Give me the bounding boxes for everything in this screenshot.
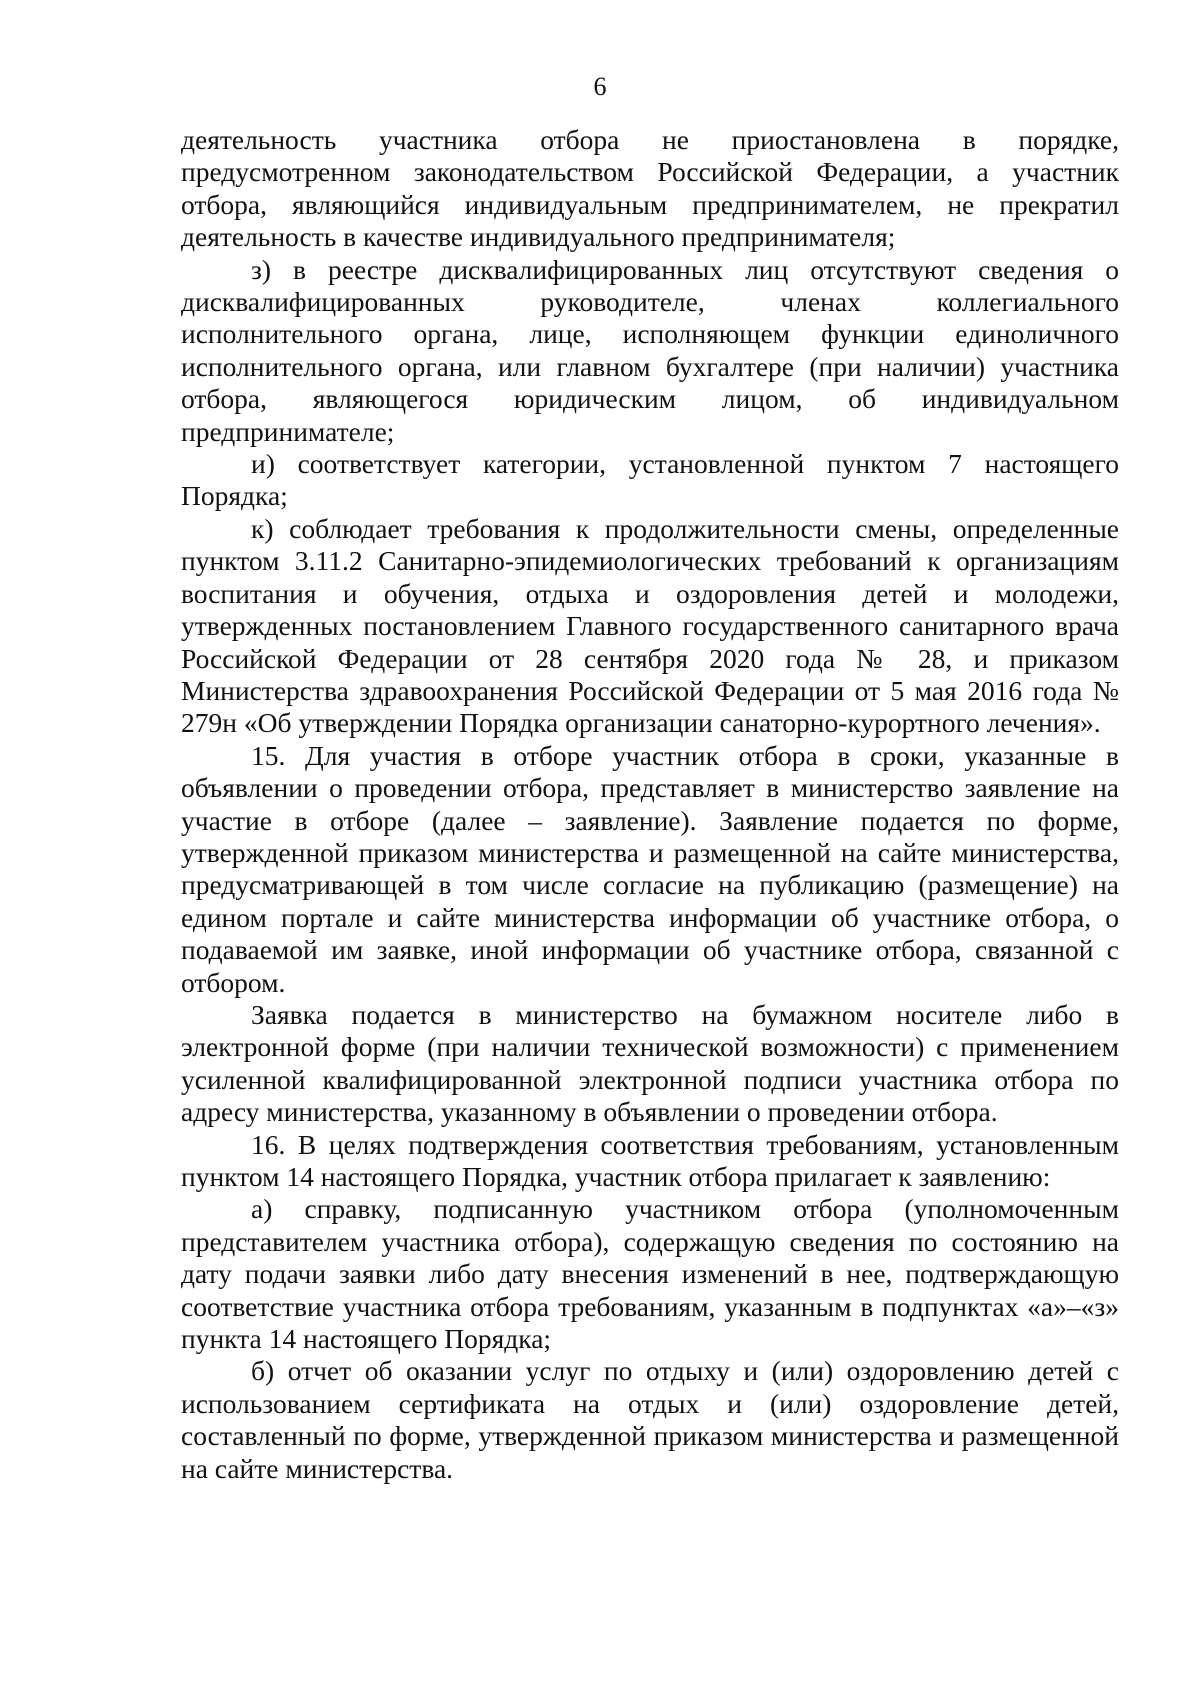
paragraph-continuation: деятельность участника отбора не приостановлена в порядке, предусмотренном законодательством Российской Федерации, а участник отбора, являющийся индивидуальным предпринимателем, не прекратил деятельность в качестве индивидуального предпринимателя; (181, 124, 1119, 253)
paragraph-clause-15: 15. Для участия в отборе участник отбора в сроки, указанные в объявлении о проведении отбора, представляет в министерство заявление на участие в отборе (далее – заявление). Заявление подается по форме, утвержденной приказом министерства и размещенной на сайте министерства, предусматривающей в том числе согласие на публикацию (размещение) на едином портале и сайте министерства информации об участнике отбора, о подаваемой им заявке, иной информации об участнике отбора, связанной с отбором. (181, 739, 1119, 998)
paragraph-item-k: к) соблюдает требования к продолжительности смены, определенные пунктом 3.11.2 Санитарно-эпидемиологических требований к организациям воспитания и обучения, отдыха и оздоровления детей и молодежи, утвержденных постановлением Главного государственного санитарного врача Российской Федерации от 28 сентября 2020 года № 28, и приказом Министерства здравоохранения Российской Федерации от 5 мая 2016 года № 279н «Об утверждении Порядка организации санаторно-курортного лечения». (181, 512, 1119, 739)
document-body (181, 124, 1119, 1485)
page-number: 6 (593, 72, 607, 101)
paragraph-item-i: и) соответствует категории, установленной пунктом 7 настоящего Порядка; (181, 448, 1119, 512)
paragraph-item-a: а) справку, подписанную участником отбора (уполномоченным представителем участника отбора), содержащую сведения по состоянию на дату подачи заявки либо дату внесения изменений в нее, подтверждающую соответствие участника отбора требованиям, указанным в подпунктах «а»–«з» пункта 14 настоящего Порядка; (181, 1193, 1119, 1355)
paragraph-application-submission: Заявка подается в министерство на бумажном носителе либо в электронной форме (при наличии технической возможности) с применением усиленной квалифицированной электронной подписи участника отбора по адресу министерства, указанному в объявлении о проведении отбора. (181, 998, 1119, 1128)
paragraph-item-z: з) в реестре дисквалифицированных лиц отсутствуют сведения о дисквалифицированных руководителе, членах коллегиального исполнительного органа, лице, исполняющем функции единоличного исполнительного органа, или главном бухгалтере (при наличии) участника отбора, являющегося юридическим лицом, об индивидуальном предпринимателе; (181, 253, 1119, 447)
paragraph-item-b: б) отчет об оказании услуг по отдыху и (или) оздоровлению детей с использованием сертификата на отдых и (или) оздоровление детей, составленный по форме, утвержденной приказом министерства и размещенной на сайте министерства. (181, 1355, 1119, 1484)
paragraph-clause-16: 16. В целях подтверждения соответствия требованиям, установленным пунктом 14 настоящего Порядка, участник отбора прилагает к заявлению: (181, 1128, 1119, 1192)
